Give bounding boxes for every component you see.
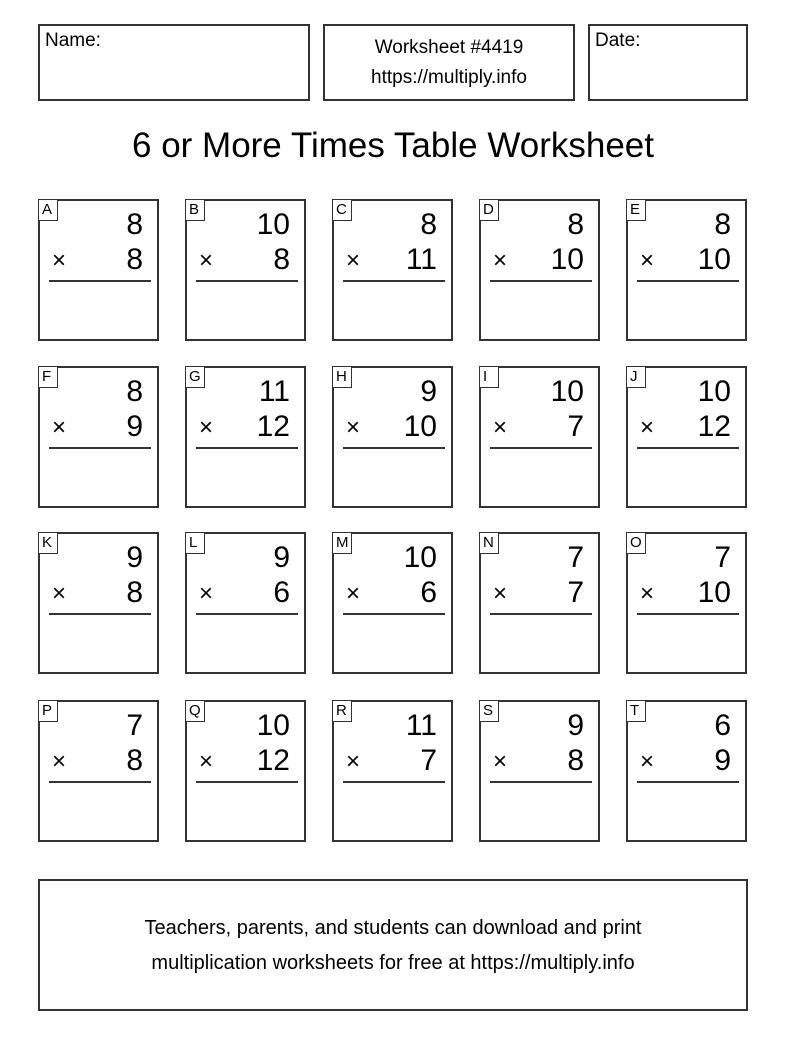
problem-card[interactable]	[479, 366, 600, 508]
multiplicand: 6	[714, 709, 731, 742]
answer-line	[343, 781, 445, 783]
multiplicand: 11	[258, 375, 290, 408]
answer-line	[196, 447, 298, 449]
answer-line	[490, 447, 592, 449]
multiplier: 6	[273, 576, 290, 609]
problem-label: D	[479, 199, 499, 221]
times-sign: ×	[346, 414, 361, 441]
multiplicand: 9	[273, 541, 290, 574]
answer-line	[49, 613, 151, 615]
times-sign: ×	[52, 580, 67, 607]
problem-label: S	[479, 700, 499, 722]
times-sign: ×	[493, 580, 508, 607]
problem-card[interactable]	[626, 366, 747, 508]
multiplicand: 10	[550, 375, 584, 408]
times-sign: ×	[346, 748, 361, 775]
problem-label: L	[185, 532, 205, 554]
date-label: Date:	[595, 30, 641, 51]
multiplicand: 8	[567, 208, 584, 241]
problem-card[interactable]	[626, 700, 747, 842]
problem-card[interactable]	[38, 700, 159, 842]
times-sign: ×	[640, 414, 655, 441]
answer-line	[49, 781, 151, 783]
problem-card[interactable]	[626, 199, 747, 341]
multiplier: 8	[567, 744, 584, 777]
answer-line	[343, 447, 445, 449]
problem-label: H	[332, 366, 352, 388]
times-sign: ×	[640, 247, 655, 274]
times-sign: ×	[52, 247, 67, 274]
footer-line-2: multiplication worksheets for free at https://multiply.info	[151, 952, 635, 974]
answer-line	[637, 280, 739, 282]
multiplier: 8	[273, 243, 290, 276]
multiplicand: 8	[714, 208, 731, 241]
problem-card[interactable]	[479, 700, 600, 842]
worksheet-info-box	[323, 24, 575, 101]
times-sign: ×	[640, 580, 655, 607]
multiplier: 8	[126, 744, 143, 777]
multiplicand: 10	[403, 541, 437, 574]
times-sign: ×	[346, 580, 361, 607]
times-sign: ×	[493, 748, 508, 775]
multiplicand: 7	[567, 541, 584, 574]
problem-card[interactable]	[479, 199, 600, 341]
problem-label: R	[332, 700, 352, 722]
multiplier: 12	[256, 744, 290, 777]
problem-card[interactable]	[185, 532, 306, 674]
multiplier: 7	[420, 744, 437, 777]
problem-card[interactable]	[332, 700, 453, 842]
multiplier: 12	[697, 410, 731, 443]
footer-line-1: Teachers, parents, and students can download and print	[144, 917, 642, 939]
problem-card[interactable]	[479, 532, 600, 674]
times-sign: ×	[52, 748, 67, 775]
multiplier: 7	[567, 410, 584, 443]
answer-line	[196, 781, 298, 783]
problem-grid	[38, 199, 748, 843]
page-title: 6 or More Times Table Worksheet	[132, 126, 654, 165]
multiplier: 10	[697, 576, 731, 609]
problem-card[interactable]	[185, 199, 306, 341]
answer-line	[490, 613, 592, 615]
times-sign: ×	[199, 748, 214, 775]
multiplier: 10	[697, 243, 731, 276]
answer-line	[490, 781, 592, 783]
multiplicand: 8	[420, 208, 437, 241]
multiplicand: 8	[126, 208, 143, 241]
answer-line	[196, 280, 298, 282]
multiplicand: 10	[256, 709, 290, 742]
multiplicand: 9	[567, 709, 584, 742]
times-sign: ×	[199, 414, 214, 441]
answer-line	[637, 781, 739, 783]
multiplicand: 7	[126, 709, 143, 742]
problem-card[interactable]	[332, 532, 453, 674]
answer-line	[343, 613, 445, 615]
times-sign: ×	[199, 580, 214, 607]
problem-label: I	[479, 366, 499, 388]
problem-card[interactable]	[332, 366, 453, 508]
times-sign: ×	[52, 414, 67, 441]
problem-card[interactable]	[38, 532, 159, 674]
problem-card[interactable]	[185, 700, 306, 842]
date-field[interactable]	[588, 24, 748, 101]
problem-label: Q	[185, 700, 205, 722]
answer-line	[196, 613, 298, 615]
times-sign: ×	[346, 247, 361, 274]
times-sign: ×	[493, 247, 508, 274]
footer-box	[38, 879, 748, 1011]
answer-line	[637, 447, 739, 449]
multiplier: 10	[403, 410, 437, 443]
multiplicand: 7	[714, 541, 731, 574]
problem-label: O	[626, 532, 646, 554]
times-sign: ×	[199, 247, 214, 274]
problem-label: C	[332, 199, 352, 221]
times-sign: ×	[640, 748, 655, 775]
multiplicand: 10	[256, 208, 290, 241]
multiplier: 6	[420, 576, 437, 609]
multiplier: 10	[550, 243, 584, 276]
answer-line	[49, 447, 151, 449]
multiplier: 8	[126, 243, 143, 276]
problem-label: E	[626, 199, 646, 221]
multiplier: 9	[126, 410, 143, 443]
multiplier: 7	[567, 576, 584, 609]
problem-card[interactable]	[38, 366, 159, 508]
problem-label: A	[38, 199, 58, 221]
problem-label: T	[626, 700, 646, 722]
name-field[interactable]	[38, 24, 310, 101]
times-sign: ×	[493, 414, 508, 441]
answer-line	[343, 280, 445, 282]
multiplier: 12	[256, 410, 290, 443]
answer-line	[637, 613, 739, 615]
problem-label: B	[185, 199, 205, 221]
multiplier: 11	[405, 243, 437, 276]
problem-label: G	[185, 366, 205, 388]
worksheet-url: https://multiply.info	[371, 67, 527, 88]
problem-label: P	[38, 700, 58, 722]
worksheet-number: Worksheet #4419	[374, 37, 524, 58]
multiplicand: 10	[697, 375, 731, 408]
problem-label: N	[479, 532, 499, 554]
multiplicand: 9	[420, 375, 437, 408]
problem-label: M	[332, 532, 352, 554]
multiplicand: 8	[126, 375, 143, 408]
multiplicand: 9	[126, 541, 143, 574]
problem-card[interactable]	[626, 532, 747, 674]
problem-card[interactable]	[185, 366, 306, 508]
answer-line	[490, 280, 592, 282]
problem-label: F	[38, 366, 58, 388]
answer-line	[49, 280, 151, 282]
problem-card[interactable]	[38, 199, 159, 341]
multiplier: 8	[126, 576, 143, 609]
multiplier: 9	[714, 744, 731, 777]
name-label: Name:	[45, 30, 101, 51]
problem-card[interactable]	[332, 199, 453, 341]
multiplicand: 11	[405, 709, 437, 742]
problem-label: J	[626, 366, 646, 388]
problem-label: K	[38, 532, 58, 554]
